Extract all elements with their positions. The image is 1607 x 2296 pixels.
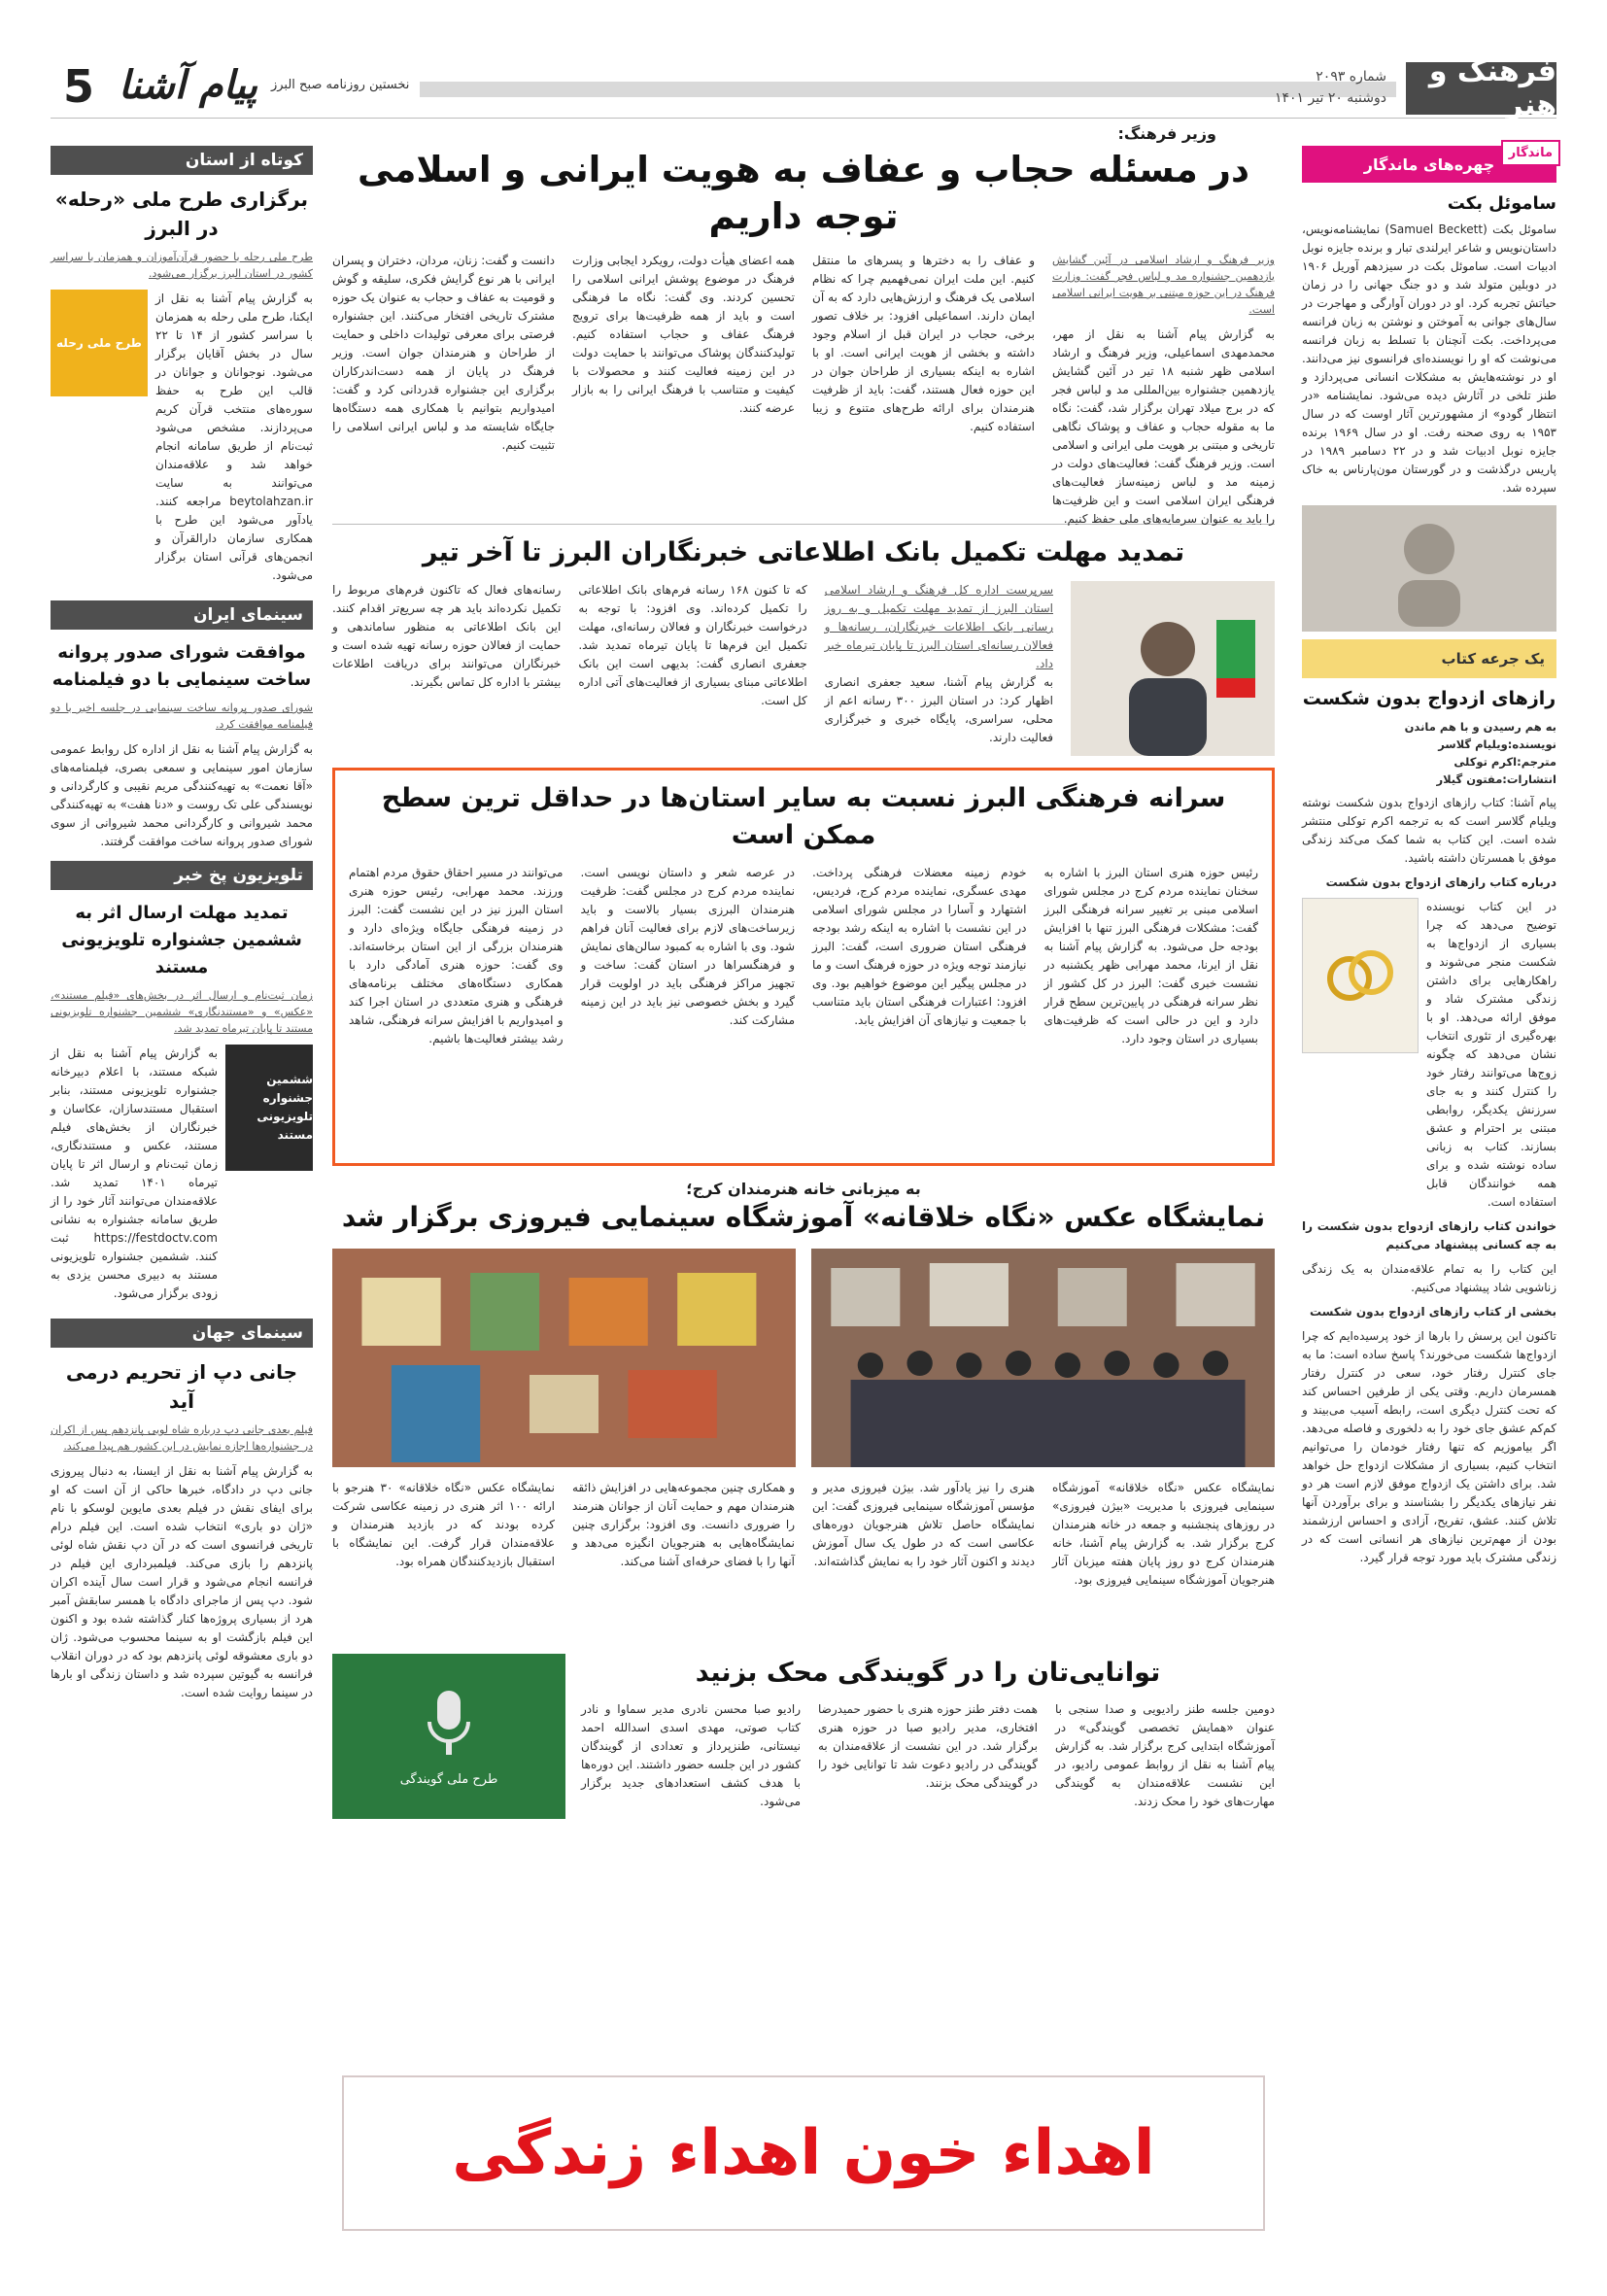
article1-col4-text: دانست و گفت: زنان، مردان، دختران و پسران ایرانی با هر نوع گرایش فکری، سلیقه و گوش و قومیت به عفاف و حجاب به عنوان یک حوزه مشترک تاریخی افتخار می‌کنند. این جشنواره فرصتی برای معرفی تولیدات داخلی و حمایت از طراحان و هنرمندان جوان است. وزیر فرهنگ در پایان از همه دست‌اندرکاران برگزاری این جشنواره قدردانی کرد و گفت: امیدواریم بتوانیم با همکاری همه دستگاه‌ها جایگاه شایسته مد و لباس ایرانی اسلامی را تثبیت کنیم. <box>332 254 555 452</box>
documentary-headline: تمدید مهلت ارسال اثر به ششمین جشنواره تلویزیونی مستند <box>61 903 302 977</box>
article3-col4 <box>349 864 564 1048</box>
exhibition-wall-photo <box>332 1249 796 1467</box>
article5-headline: توانایی‌تان را در گویندگی محک بزنید <box>695 1658 1161 1688</box>
article4-col1 <box>1052 1479 1275 1644</box>
official-photo <box>1071 581 1275 756</box>
main-area <box>332 124 1275 1819</box>
article3-box <box>332 768 1275 1166</box>
tv-bar: تلویزیون پخ خبر <box>51 861 313 890</box>
rings-icon <box>1316 932 1404 1019</box>
article4-col4 <box>332 1479 555 1644</box>
article4-col3 <box>572 1479 795 1644</box>
depp-body: به گزارش پیام آشنا به نقل از ایسنا، به دنبال پیروزی جانی دپ در دادگاه، خبرها حاکی از آن است که او برای ایفای نقش در فیلم بعدی مایوین لوسکو با نام «ژان دو باری» انتخاب شده است. این فیلم درام تاریخی فرانسوی است که در آن دپ نقش شاه لوئی پانزدهم را بازی می‌کند. فیلمبرداری این فیلم در فرانسه انجام می‌شود و قرار است سال آینده اکران شود. دپ پس از ماجرای دادگاه با همسر سابقش آمبر هرد از بسیاری پروژه‌ها کنار گذاشته شده بود و اکنون این فیلم بازگشت او به سینما محسوب می‌شود. ژان دو باری معشوقه لوئی پانزدهم بود که در دوران انقلاب فرانسه به گیوتین سپرده شد و داستان زندگی او بارها در سینما روایت شده است. <box>51 1464 313 1699</box>
profile-name: ساموئل بکت <box>1447 193 1556 214</box>
depp-lead: فیلم بعدی جانی دپ درباره شاه لویی پانزدهم پس از اکران در جشنواره‌ها اجازه نمایش در این کشور هم پیدا می‌کند. <box>51 1423 313 1453</box>
article2-col3 <box>332 581 561 756</box>
rehleh-ad: طرح ملی رحله <box>51 290 148 396</box>
article2-headline: تمدید مهلت تکمیل بانک اطلاعاتی خبرنگاران البرز تا آخر تیر <box>422 537 1185 567</box>
world-cinema-bar: سینمای جهان <box>51 1319 313 1348</box>
book-text: پیام آشنا: کتاب رازهای ازدواج بدون شکست نوشته ویلیام گلاسر است که به ترجمه اکرم توکلی منتشر شده است. این کتاب به شما کمک می‌کند زندگی موفق با همسرتان داشته باشید. <box>1302 796 1556 865</box>
article5-col3-text: رادیو صبا محسن نادری مدیر سماوا و نادر کتاب صوتی، مهدی اسدی اسدالله احمد نیستانی، طنزپرداز و تعدادی از گویندگان کشور در این جلسه حضور داشتند. این دوره‌ها با هدف کشف استعدادهای جدید برگزار می‌شود. <box>581 1702 801 1808</box>
book-text3: این کتاب را به تمام علاقه‌مندان به یک زندگی زناشویی شاد پیشنهاد می‌کنیم. <box>1302 1262 1556 1294</box>
article4-kicker: به میزبانی خانه هنرمندان کرج؛ <box>686 1180 921 1198</box>
voice-ad <box>332 1654 565 1819</box>
license-body: به گزارش پیام آشنا به نقل از اداره کل روابط عمومی سازمان امور سینمایی و سمعی بصری، فیلمنامه‌های «آقا نعمت» به تهیه‌کنندگی مریم نقیبی و کارگردانی و نویسندگی علی تک روست و «دنا هفت» به تهیه‌کنندگی محمد شیروانی و کارگردانی محمد شیروانی از سوی شورای صدور پروانه ساخت موافقت گرفتند. <box>51 742 313 848</box>
book-sub2: خواندن کتاب رازهای ازدواج بدون شکست را به چه کسانی پیشنهاد می‌کنیم <box>1302 1219 1556 1251</box>
portrait-photo <box>1302 505 1556 632</box>
wall-photo-icon <box>332 1249 796 1467</box>
documentary-lead: زمان ثبت‌نام و ارسال اثر در بخش‌های «فیلم مستند»، «عکس» و «مستندنگاری» ششمین جشنواره تلویزیونی مستند تا پایان تیرماه تمدید شد. <box>51 989 313 1035</box>
page-number: 5 <box>63 60 95 113</box>
documentary-body: به گزارش پیام آشنا به نقل از شبکه مستند، با اعلام دبیرخانه جشنواره تلویزیونی مستند، بنابر استقبال مستندسازان، عکاسان و خبرنگاران از بخش‌های فیلم مستند، عکس و مستندنگاری، زمان ثبت‌نام و ارسال اثر تا پایان تیرماه ۱۴۰۱ تمدید شد. علاقه‌مندان می‌توانند آثار خود را از طریق سامانه جشنواره به نشانی https://festdoctv.com ثبت کنند. ششمین جشنواره تلویزیونی مستند به دبیری محسن یزدی به زودی برگزار می‌شود. <box>51 1046 218 1300</box>
article5-col2 <box>818 1700 1038 1817</box>
rehleh-body: به گزارش پیام آشنا به نقل از ایکنا، طرح ملی رحله به همزمان با سراسر کشور از ۱۴ تا ۲۲ سال در بخش آقایان برگزار می‌شود. نوجوانان و جوانان در قالب این طرح به حفظ سوره‌های منتخب قرآن کریم می‌پردازند. مشخص می‌شود ثبت‌نام از طریق سامانه انجام خواهد شد و علاقه‌مندان می‌توانند به سایت beytolahzan.ir مراجعه کنند. یادآور می‌شود این طرح با همکاری سازمان دارالقرآن و انجمن‌های قرآنی استان برگزار می‌شود. <box>155 291 314 582</box>
article3-headline: سرانه فرهنگی البرز نسبت به سایر استان‌ها در حداقل ترین سطح ممکن است <box>381 783 1226 850</box>
article1-col1 <box>1052 252 1276 526</box>
official-portrait-icon <box>1071 581 1275 756</box>
iran-cinema-bar: سینمای ایران <box>51 600 313 630</box>
depp-headline: جانی دپ از تحریم درمی آید <box>65 1360 298 1413</box>
documentary-poster: ششمین جشنواره تلویزیونی مستند <box>225 1045 313 1171</box>
article1-col3 <box>572 252 795 514</box>
article4-col4-text: نمایشگاه عکس «نگاه خلاقانه» ۳۰ هنرجو با ارائه ۱۰۰ اثر هنری در زمینه عکاسی شرکت کرده بودند که در بازدید هنرمندان و علاقه‌مندان قرار گرفت. این نمایشگاه با استقبال بازدیدکنندگان همراه بود. <box>332 1481 555 1568</box>
article2-col1 <box>825 581 1053 756</box>
article2-body <box>332 581 1275 756</box>
article4-headline: نمایشگاه عکس «نگاه خلاقانه» آموزشگاه سینمایی فیروزی برگزار شد <box>341 1201 1266 1233</box>
article3-col2-text: خودم زمینه معضلات فرهنگی پرداخت. مهدی عسگری، نماینده مردم کرج، فردیس، اشتهارد و آسارا در مجلس شورای اسلامی در این نشست با اشاره به اینکه رشد بودجه فرهنگی استان ضروری است، گفت: البرز نیازمند توجه ویژه در حوزه فرهنگ است و ما در مجلس پیگیر این موضوع خواهیم بود. وی افزود: اعتبارات فرهنگی استان باید متناسب با جمعیت و نیازهای آن افزایش یابد. <box>812 866 1027 1027</box>
profile-text: ساموئل بکت (Samuel Beckett) نمایشنامه‌نویس، داستان‌نویس و شاعر ایرلندی تبار و برنده جایزه نوبل ادبیات است. ساموئل بکت در سیزدهم آوریل ۱۹۰۶ در دوبلین متولد شد و دو جنگ جهانی را در زمان حیاتش تجربه کرد. او در دوران آوارگی و مهاجرت در سال‌های جوانی به آموختن و نوشتن به زبان فرانسه می‌پرداخت. بکت آنچنان با تسلط به زبان فرانسه می‌نوشت که او را نویسنده‌ای فرانسوی نیز می‌دانند. او در نوشته‌هایش به مشکلات انسانی می‌پردازد و طنز تلخی در آثارش دیده می‌شود. نمایشنامه «در انتظار گودو» از مشهورترین آثار اوست که در سال ۱۹۵۳ به روی صحنه رفت. او در سال ۱۹۶۹ برنده جایزه نوبل ادبیات شد و در ۲۲ دسامبر ۱۹۸۹ در پاریس درگذشت و در گورستان مون‌پارناس به خاک سپرده شد. <box>1302 223 1557 495</box>
article5 <box>332 1654 1275 1819</box>
article3-col2 <box>812 864 1027 1048</box>
microphone-icon <box>420 1687 478 1765</box>
article5-body <box>581 1700 1275 1817</box>
article2-col2 <box>578 581 806 756</box>
masthead <box>51 51 1556 122</box>
article3-col3-text: در عرصه شعر و داستان نویسی است. نماینده مردم کرج در مجلس گفت: ظرفیت هنرمندان البرزی بسیار بالاست و باید زیرساخت‌های لازم برای فعالیت آنان فراهم شود. وی با اشاره به کمبود سالن‌های نمایش و فرهنگسراها در استان گفت: ساخت و تجهیز مراکز فرهنگی باید در اولویت قرار گیرد و بخش خصوصی نیز باید در این زمینه مشارکت کند. <box>580 866 795 1027</box>
book-text2: در این کتاب نویسنده توضیح می‌دهد که چرا بسیاری از ازدواج‌ها به شکست منجر می‌شوند و راهکارهایی برای داشتن زندگی مشترک شاد و موفق ارائه می‌دهد. او با بهره‌گیری از تئوری انتخاب نشان می‌دهد که چگونه زوج‌ها می‌توانند رفتار خود را کنترل کنند و به جای سرزنش یکدیگر، روابطی مبتنی بر احترام و عشق بسازند. کتاب به زبانی ساده نوشته شده و برای همه خوانندگان قابل استفاده است. <box>1426 900 1556 1209</box>
article4-col1-text: نمایشگاه عکس «نگاه خلاقانه» آموزشگاه سینمایی فیروزی با مدیریت «بیژن فیروزی» در روزهای پنجشنبه و جمعه در خانه هنرمندان کرج برگزار شد. به گزارش پیام آشنا، خانه هنرمندان کرج دو روز پایان هفته میزبان آثار هنرجویان آموزشگاه سینمایی فیروزی بود. <box>1052 1481 1275 1587</box>
famous-faces-bar <box>1302 146 1556 183</box>
article1-col2-text: و عفاف را به دخترها و پسرهای ما منتقل کنیم. این ملت ایران نمی‌فهمیم چرا که نظام اسلامی یک فرهنگ و ارزش‌هایی دارد که به آن ایمان دارند. اسماعیلی افزود: بر خلاف تصور برخی، حجاب در ایران قبل از اسلام وجود داشته و بخشی از هویت ایرانی است. او با اشاره به اینکه بسیاری از طراحان جوان در این حوزه فعال هستند، گفت: باید از ظرفیت هنرمندان برای ارائه طرح‌های متنوع و زیبا استفاده کنیم. <box>812 254 1035 433</box>
article5-col1 <box>1055 1700 1275 1817</box>
article4-col3-text: و همکاری چنین مجموعه‌هایی در افزایش ذائقه هنرمندان مهم و حمایت آنان از جوانان هنرمند را ضروری دانست. وی افزود: برگزاری چنین نمایشگاه‌هایی به هنرجویان انگیزه می‌دهد و آنها را با فضای حرفه‌ای آشنا می‌کند. <box>572 1481 795 1568</box>
article5-col2-text: همت دفتر طنز حوزه هنری با حضور حمیدرضا افتخاری، مدیر رادیو صبا در حوزه هنری برگزار شد. در این نشست از علاقه‌مندان به گویندگی در رادیو دعوت شد تا توانایی خود را در گویندگی محک بزنند. <box>818 1702 1038 1790</box>
article5-text-area <box>581 1654 1275 1819</box>
article1-col1-text: به گزارش پیام آشنا به نقل از مهر، محمدمهدی اسماعیلی، وزیر فرهنگ و ارشاد اسلامی ظهر شنبه ۱۸ تیر در آئین گشایش یازدهمین جشنواره بین‌المللی مد و لباس فجر که در برج میلاد تهران برگزار شد، گفت: نگاه ما به مقوله حجاب و عفاف و پوشاک نگاهی تاریخی و مبتنی بر هویت ملی ایرانی و اسلامی است. وزیر فرهنگ گفت: فعالیت‌های دولت در زمینه مد و لباس زمینه‌ساز فعالیت‌های فرهنگی ایران اسلامی است و این ظرفیت‌ها را باید به عنوان سرمایه‌های ملی حفظ کنیم. <box>1052 327 1276 526</box>
article4-col2-text: هنری را نیز یادآور شد. بیژن فیروزی مدیر و مؤسس آموزشگاه سینمایی فیروزی گفت: این نمایشگاه حاصل تلاش هنرجویان دوره‌های عکاسی است که در طول یک سال آموزش دیدند و اکنون آثار خود را به نمایش گذاشته‌اند. <box>812 1481 1035 1568</box>
book-meta: به هم رسیدن و با هم ماندن نویسنده:ویلیام گلاسر مترجم:اکرم توکلی انتشارات:مفتون گیلار <box>1404 720 1556 786</box>
article3-col1-text: رئیس حوزه هنری استان البرز با اشاره به سخنان نماینده مردم کرج در مجلس شورای اسلامی مبنی بر تغییر سرانه فرهنگی البرز گفت: مشکلات فرهنگی البرز تنها با افزایش بودجه حل می‌شود. به گزارش پیام آشنا به نقل از ایرنا، محمد مهرابی ظهر یکشنبه در نشست خبری گفت: البرز در کل کشور از نظر سرانه فرهنگی در پایین‌ترین سطح قرار دارد و این در حالی است که ظرفیت‌های بسیاری در استان وجود دارد. <box>1043 866 1258 1045</box>
logo <box>119 56 410 113</box>
famous-faces-label: چهره‌های ماندگار <box>1363 154 1495 174</box>
book-cover <box>1302 898 1419 1053</box>
left-column <box>51 146 313 1708</box>
book-text4: تاکنون این پرسش را بارها از خود پرسیده‌ایم که چرا ازدواج‌ها شکست می‌خورند؟ پاسخ ساده است: ما به جای کنترل رفتار خود، سعی در کنترل رفتار همسرمان داریم. وقتی یکی از طرفین احساس کند که تحت کنترل دیگری است، رابطه آسیب می‌بیند و کم‌کم عشق جای خود را به دلخوری و فاصله می‌دهد. اگر بیاموزیم که تنها رفتار خودمان را می‌توانیم انتخاب کنیم، بسیاری از مشکلات ازدواج حل خواهد شد. برای داشتن یک ازدواج موفق لازم است هر دو نفر نیازهای یکدیگر را بشناسند و برای برآوردن آنها تلاش کنند. عشق، تفریح، آزادی و احساس ارزشمند بودن از مهم‌ترین نیازهای هر انسانی است که در زندگی مشترک باید مورد توجه قرار گیرد. <box>1302 1329 1556 1564</box>
issue-date: دوشنبه ۲۰ تیر ۱۴۰۱ <box>1274 90 1386 106</box>
article2-lead: سرپرست اداره کل فرهنگ و ارشاد اسلامی استان البرز از تمدید مهلت تکمیل و به روز رسانی بانک اطلاعات خبرنگاران، رسانه‌ها و فعالان رسانه‌ای استان البرز تا پایان تیرماه خبر داد. <box>824 583 1053 670</box>
article1-col2 <box>812 252 1035 514</box>
article3-col1 <box>1044 864 1259 1048</box>
article1-lead: وزیر فرهنگ و ارشاد اسلامی در آئین گشایش یازدهمین جشنواره مد و لباس فجر گفت: وزارت فرهنگ در این حوزه مبتنی بر هویت ایرانی اسلامی است. <box>1052 254 1275 316</box>
book-sub3: بخشی از کتاب رازهای ازدواج بدون شکست <box>1309 1305 1556 1319</box>
issue-number: شماره ۲۰۹۳ <box>1316 69 1386 85</box>
book-bar: یک جرعه کتاب <box>1302 639 1556 678</box>
exhibition-group-photo <box>811 1249 1275 1467</box>
article3-col4-text: می‌توانند در مسیر احقاق حقوق مردم اهتمام ورزند. محمد مهرابی، رئیس حوزه هنری استان البرز نیز در این نشست گفت: البرز در زمینه فرهنگی جایگاه ویژه‌ای دارد و هنرمندان بزرگی از این استان برخاسته‌اند. وی گفت: حوزه هنری آمادگی دارد با همکاری دستگاه‌های مختلف برنامه‌های فرهنگی و هنری متعددی در استان اجرا کند و امیدواریم با افزایش سرانه فرهنگی، شاهد رشد بیشتر فعالیت‌ها باشیم. <box>349 866 564 1045</box>
article3-body <box>349 864 1258 1048</box>
article2-col2-text: که تا کنون ۱۶۸ رسانه فرم‌های بانک اطلاعاتی را تکمیل کرده‌اند. وی افزود: با توجه به درخواست خبرنگاران و فعالان رسانه‌ای، مهلت تکمیل این فرم‌ها تا پایان تیرماه تمدید شد. جعفری انصاری گفت: بدیهی است این بانک اطلاعاتی مبنای بسیاری از فعالیت‌های آتی اداره کل است. <box>578 583 807 707</box>
section-tab: فرهنگ و هنر <box>1406 62 1556 115</box>
documentary-body-wrap <box>51 1045 218 1309</box>
province-briefs-bar: کوتاه از استان <box>51 146 313 175</box>
issue-info <box>1275 66 1386 109</box>
license-headline: موافقت شورای صدور پروانه ساخت سینمایی با دو فیلمنامه <box>51 642 312 690</box>
header-rule <box>420 82 1396 97</box>
article4-body <box>332 1479 1275 1644</box>
article2-col3-text: رسانه‌های فعال که تاکنون فرم‌های مربوط را تکمیل نکرده‌اند باید هر چه سریع‌تر اقدام کنند. این بانک اطلاعاتی به منظور ساماندهی و حمایت از فعالان حوزه رسانه تهیه شده است و خبرنگاران می‌توانند برای دریافت اطلاعات بیشتر با اداره کل تماس بگیرند. <box>332 583 562 689</box>
article1-kicker: وزیر فرهنگ: <box>1117 124 1216 143</box>
article5-col1-text: دومین جلسه طنز رادیویی و صدا سنجی با عنوان «همایش تخصصی گویندگی» در آموزشگاه ابتدایی کرج برگزار شد. به گزارش پیام آشنا به نقل از روابط عمومی رادیو، در این نشست علاقه‌مندان به گویندگی مهارت‌های خود را محک زدند. <box>1055 1702 1275 1808</box>
article2-col1-text: به گزارش پیام آشنا، سعید جعفری انصاری اظهار کرد: در استان البرز ۳۰۰ رسانه اعم از محلی، سراسری، پایگاه خبری و خبرگزاری فعالیت دارند. <box>824 675 1053 744</box>
article4-col2 <box>812 1479 1035 1644</box>
article5-col3 <box>581 1700 801 1817</box>
rehleh-body-wrap <box>155 290 313 591</box>
article3-col3 <box>581 864 796 1048</box>
article1-headline: در مسئله حجاب و عفاف به هویت ایرانی و اسلامی توجه داریم <box>358 149 1249 237</box>
article1-col3-text: همه اعضای هیأت دولت، رویکرد ایجابی وزارت فرهنگ در موضوع پوشش ایرانی اسلامی را تحسین کردند. وی گفت: نگاه ما فرهنگی است و باید از همه ظرفیت‌ها برای ترویج فرهنگ عفاف و حجاب استفاده کنیم. تولیدکنندگان پوشاک می‌توانند با حمایت دولت در این زمینه فعالیت کنند و محصولات با کیفیت و متناسب با فرهنگ ایرانی را به بازار عرضه کنند. <box>572 254 795 415</box>
logo-name: پیام آشنا <box>119 61 257 108</box>
maandegar-badge: ماندگار <box>1501 140 1560 166</box>
license-lead: شورای صدور پروانه ساخت سینمایی در جلسه اخیر با دو فیلمنامه موافقت کرد. <box>51 702 313 731</box>
blood-donation-banner: اهداء خون اهداء زندگی <box>342 2075 1265 2231</box>
rehleh-lead: طرح ملی رحله با حضور قرآن‌آموزان و همزمان با سراسر کشور در استان البرز برگزار می‌شود. <box>51 251 313 280</box>
portrait-icon <box>1381 510 1478 627</box>
book-text2-wrap <box>1426 898 1556 1217</box>
voice-ad-label: طرح ملی گویندگی <box>399 1771 498 1787</box>
article1-col4 <box>332 252 555 514</box>
book-sub1: درباره کتاب رازهای ازدواج بدون شکست <box>1325 875 1556 889</box>
book-title: رازهای ازدواج بدون شکست <box>1302 688 1556 709</box>
right-column <box>1302 146 1556 1573</box>
rehleh-headline: برگزاری طرح ملی «رحله» در البرز <box>54 188 309 240</box>
article4-photos <box>332 1249 1275 1467</box>
article1-body <box>332 252 1276 526</box>
group-photo-icon <box>811 1249 1275 1467</box>
logo-subtitle: نخستین روزنامه صبح البرز <box>270 77 410 92</box>
